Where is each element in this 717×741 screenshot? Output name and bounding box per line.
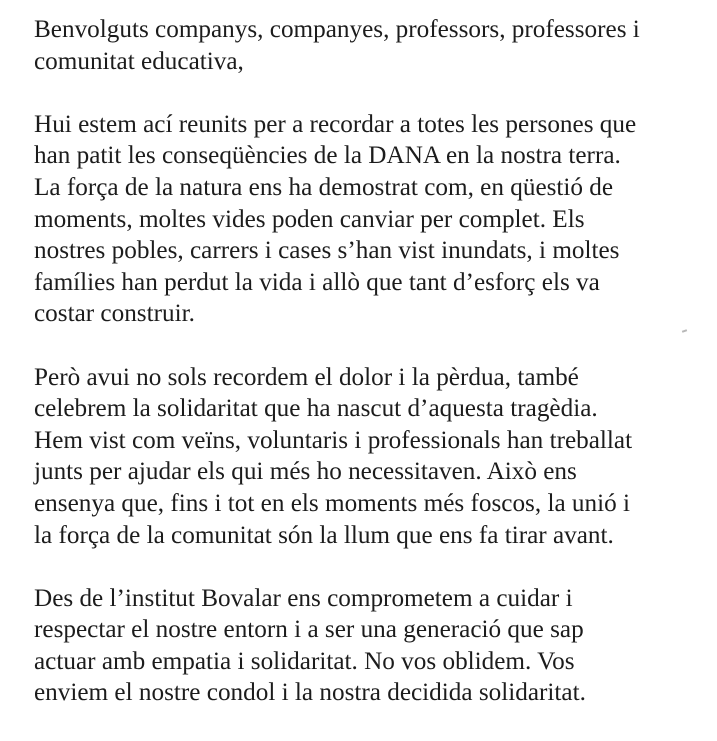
text-line: actuar amb empatia i solidaritat. No vos oblidem. Vos: [34, 647, 575, 675]
greeting-paragraph: [34, 14, 704, 77]
text-line: famílies han perdut la vida i allò que tant d’esforç els va: [34, 268, 600, 296]
body-paragraph-2: [34, 362, 704, 552]
text-line: celebrem la solidaritat que ha nascut d’aquesta tragèdia.: [34, 395, 598, 423]
text-line: costar construir.: [34, 300, 195, 328]
text-line: enviem el nostre condol i la nostra decidida solidaritat.: [34, 679, 586, 707]
body-paragraph-1: [34, 109, 704, 330]
text-line: han patit les conseqüències de la DANA en la nostra terra.: [34, 142, 621, 170]
text-line: junts per ajudar els qui més ho necessitaven. Això ens: [34, 458, 577, 486]
text-line: moments, moltes vides poden canviar per complet. Els: [34, 205, 585, 233]
letter-body: [34, 14, 704, 741]
text-line: Des de l’institut Bovalar ens comprometem a cuidar i: [34, 584, 573, 612]
text-line: Però avui no sols recordem el dolor i la pèrdua, també: [34, 363, 579, 391]
text-line: nostres pobles, carrers i cases s’han vist inundats, i moltes: [34, 237, 620, 265]
text-line: La força de la natura ens ha demostrat com, en qüestió de: [34, 173, 614, 201]
text-line: ensenya que, fins i tot en els moments més foscos, la unió i: [34, 489, 631, 517]
text-line: Hui estem ací reunits per a recordar a totes les persones que: [34, 110, 637, 138]
text-line: la força de la comunitat són la llum que ens fa tirar avant.: [34, 521, 614, 549]
closing-paragraph: [34, 583, 704, 709]
text-line: Benvolguts companys, companyes, professors, professores i: [34, 16, 640, 43]
text-line: comunitat educativa,: [34, 47, 244, 75]
text-line: respectar el nostre entorn i a ser una generació que sap: [34, 616, 584, 644]
text-line: Hem vist com veïns, voluntaris i professionals han treballat: [34, 426, 633, 454]
